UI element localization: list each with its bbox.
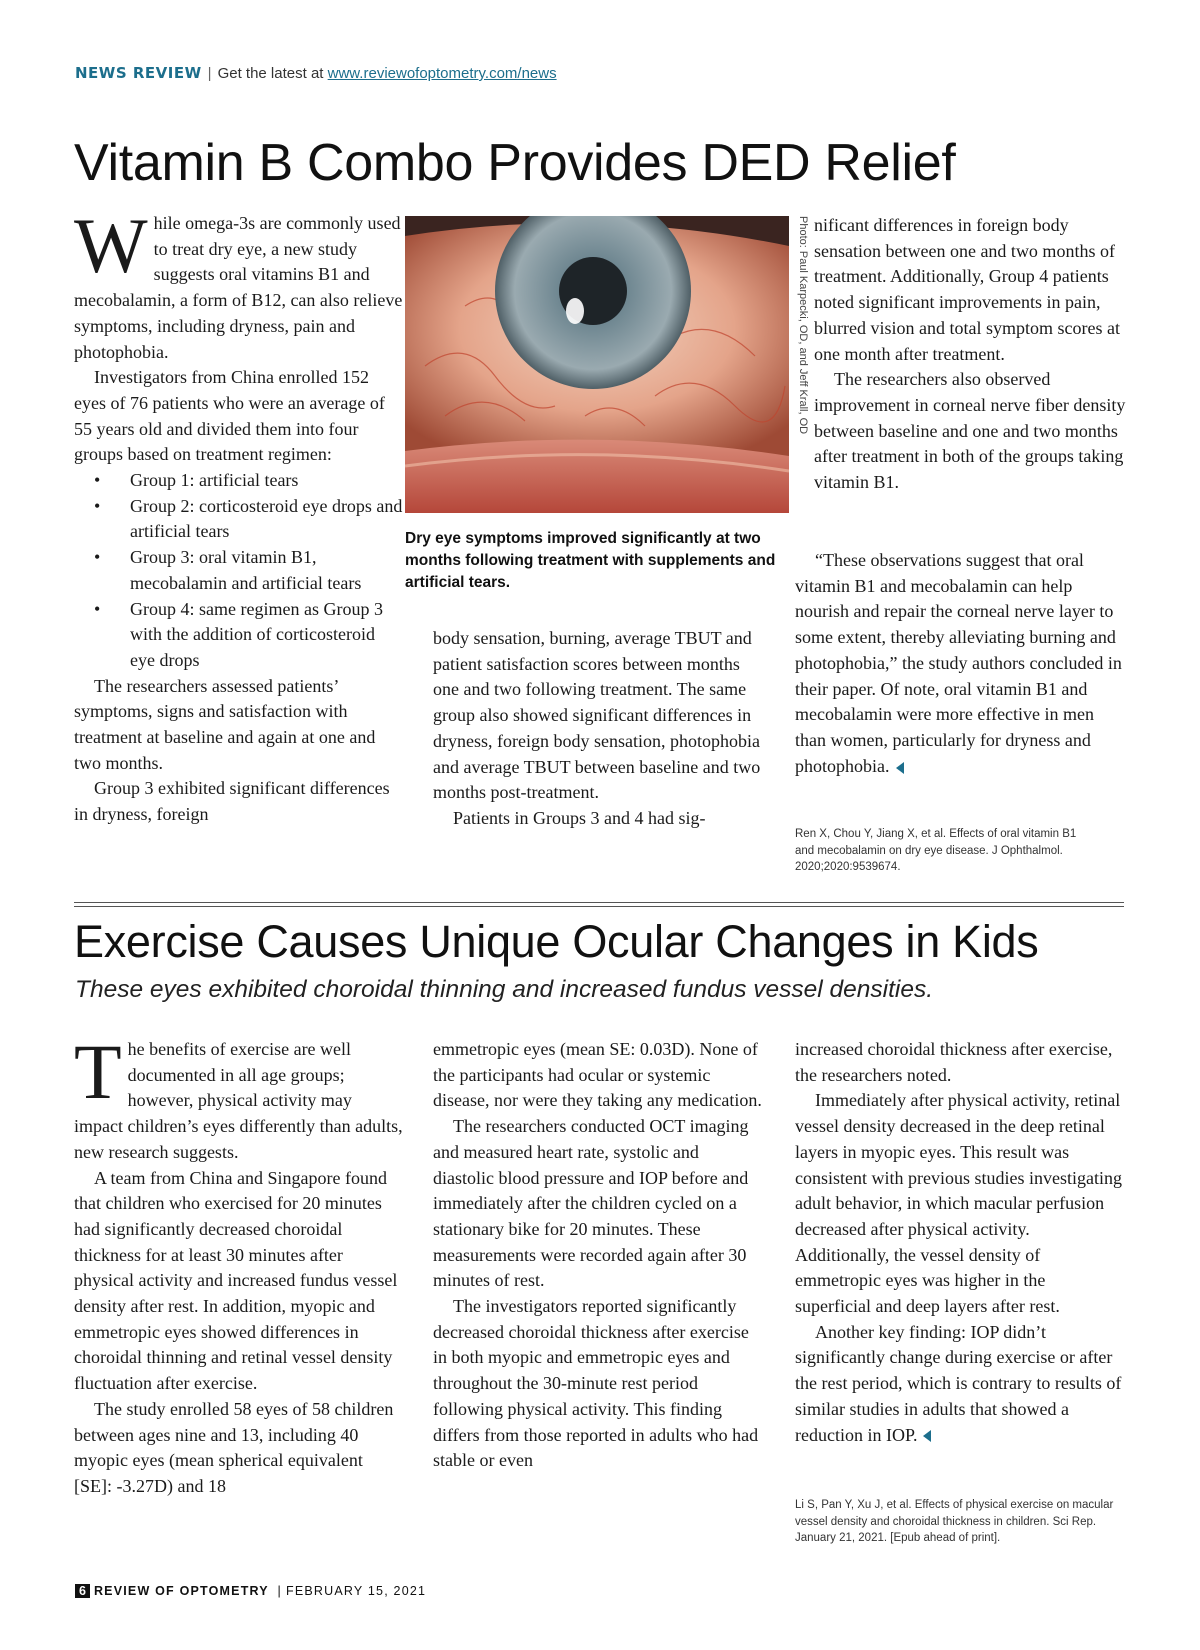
- end-mark-icon: [923, 1430, 931, 1442]
- list-item: • Group 3: oral vitamin B1, mecobalamin and artificial tears: [94, 547, 362, 593]
- page-footer: 6 REVIEW OF OPTOMETRY | FEBRUARY 15, 2021: [75, 1584, 426, 1598]
- issue-date: FEBRUARY 15, 2021: [286, 1584, 427, 1598]
- article2-column-2: [433, 1037, 763, 1474]
- end-mark-icon: [896, 762, 904, 774]
- paragraph: Investigators from China enrolled 152 eyes of 76 patients who were an average of 55 years old and divided them into four groups based on treatment regimen:: [74, 367, 385, 465]
- paragraph: The investigators reported significantly decreased choroidal thickness after exercise in both myopic and emmetropic eyes and throughout the 30-minute rest period following physical activity. This finding differs from those reported in adults who had stable or even: [433, 1296, 759, 1471]
- article2-column-3: [795, 1037, 1125, 1448]
- paragraph: emmetropic eyes (mean SE: 0.03D). None of the participants had ocular or systemic disease, nor were they taking any medication.: [433, 1039, 762, 1111]
- article2-column-1: [74, 1028, 404, 1500]
- article2-subtitle: These eyes exhibited choroidal thinning and increased fundus vessel densities.: [75, 976, 934, 1003]
- paragraph: “These observations suggest that oral vitamin B1 and mecobalamin can help nourish and repair the corneal nerve layer to some extent, thereby alleviating burning and photophobia,” the study authors concluded in their paper. Of note, oral vitamin B1 and mecobalamin were more effective in men than women, particularly for dryness and photophobia.: [795, 550, 1122, 776]
- paragraph: Group 3 exhibited significant differences in dryness, foreign: [74, 778, 390, 825]
- news-link[interactable]: www.reviewofoptometry.com/news: [327, 65, 557, 82]
- section-header: NEWS REVIEW | Get the latest at www.reviewofoptometry.com/news: [75, 64, 557, 82]
- paragraph: increased choroidal thickness after exercise, the researchers noted.: [795, 1039, 1113, 1085]
- article2-reference: Li S, Pan Y, Xu J, et al. Effects of physical exercise on macular vessel density and choroidal thickness in children. Sci Rep. January 21, 2021. [Epub ahead of print].: [795, 1499, 1114, 1544]
- article1-column-1: [74, 202, 404, 828]
- paragraph: Immediately after physical activity, retinal vessel density decreased in the deep retinal layers in myopic eyes. This result was consistent with previous studies investigating adult behavior, in which macular perfusion decreased after physical activity. Additionally, the vessel density of emmetropic eyes was higher in the superficial and deep layers after rest.: [795, 1090, 1122, 1317]
- paragraph: hile omega-3s are commonly used to treat dry eye, a new study suggests oral vitamins B1 and mecobalamin, a form of B12, can also relieve symptoms, including dryness, pain and photophobia.: [74, 213, 403, 362]
- article1-column-3-upper: [814, 213, 1126, 496]
- dropcap: T: [74, 1028, 122, 1115]
- section-label: NEWS REVIEW: [75, 64, 202, 82]
- article1-column-3-lower: [795, 548, 1125, 779]
- list-item: • Group 4: same regimen as Group 3 with the addition of corticosteroid eye drops: [94, 598, 383, 670]
- divider: [74, 906, 1124, 907]
- group-list: [74, 468, 404, 674]
- paragraph: he benefits of exercise are well documented in all age groups; however, physical activity may impact children’s eyes differently than adults, new research suggests.: [74, 1039, 403, 1162]
- paragraph: The researchers assessed patients’ symptoms, signs and satisfaction with treatment at baseline and again at one and two months.: [74, 675, 376, 773]
- header-lead: Get the latest at: [217, 65, 324, 82]
- paragraph: The researchers conducted OCT imaging and measured heart rate, systolic and diastolic blood pressure and IOP before and immediately after the children cycled on a stationary bike for 20 minutes. These measurements were recorded again after 30 minutes of rest.: [433, 1116, 749, 1291]
- photo-credit: Photo: Paul Karpecki, OD, and Jeff Krall, OD: [797, 216, 809, 435]
- eye-image: [405, 216, 789, 513]
- publication-name: REVIEW OF OPTOMETRY: [93, 1584, 269, 1598]
- page-number: 6: [75, 1584, 90, 1598]
- photo-caption: Dry eye symptoms improved significantly at two months following treatment with supplements and artificial tears.: [405, 530, 776, 591]
- paragraph: nificant differences in foreign body sensation between one and two months of treatment. Additionally, Group 4 patients noted significant improvements in pain, blurred vision and total symptom scores at one month after treatment.: [814, 215, 1120, 364]
- paragraph: The study enrolled 58 eyes of 58 children between ages nine and 13, including 40 myopic eyes (mean spherical equivalent [SE]: -3.27D) and 18: [74, 1398, 394, 1496]
- article1-column-2: [433, 626, 763, 832]
- article2-title: Exercise Causes Unique Ocular Changes in Kids: [74, 916, 1039, 967]
- paragraph: body sensation, burning, average TBUT and patient satisfaction scores between months one and two following treatment. The same group also showed significant differences in dryness, foreign body sensation, photophobia and average TBUT between baseline and two months post-treatment.: [433, 628, 761, 803]
- divider: [74, 902, 1124, 903]
- dry-eye-photo: [405, 216, 789, 513]
- paragraph: Patients in Groups 3 and 4 had sig-: [453, 807, 706, 828]
- paragraph: Another key finding: IOP didn’t significantly change during exercise or after the rest period, which is contrary to results of similar studies in adults that showed a reduction in IOP.: [795, 1321, 1122, 1445]
- article1-title: Vitamin B Combo Provides DED Relief: [74, 134, 956, 192]
- article1-reference: Ren X, Chou Y, Jiang X, et al. Effects of oral vitamin B1 and mecobalamin on dry eye disease. J Ophthalmol. 2020;2020:9539674.: [795, 828, 1077, 873]
- dropcap: W: [74, 202, 148, 289]
- paragraph: The researchers also observed improvement in corneal nerve fiber density between baseline and one and two months after treatment in both of the groups taking vitamin B1.: [814, 369, 1126, 493]
- list-item: • Group 1: artificial tears: [94, 470, 299, 491]
- list-item: • Group 2: corticosteroid eye drops and artificial tears: [94, 495, 403, 542]
- paragraph: A team from China and Singapore found that children who exercised for 20 minutes had significantly decreased choroidal thickness for at least 30 minutes after physical activity and increased fundus vessel density after rest. In addition, myopic and emmetropic eyes showed differences in choroidal thinning and retinal vessel density fluctuation after exercise.: [74, 1167, 398, 1394]
